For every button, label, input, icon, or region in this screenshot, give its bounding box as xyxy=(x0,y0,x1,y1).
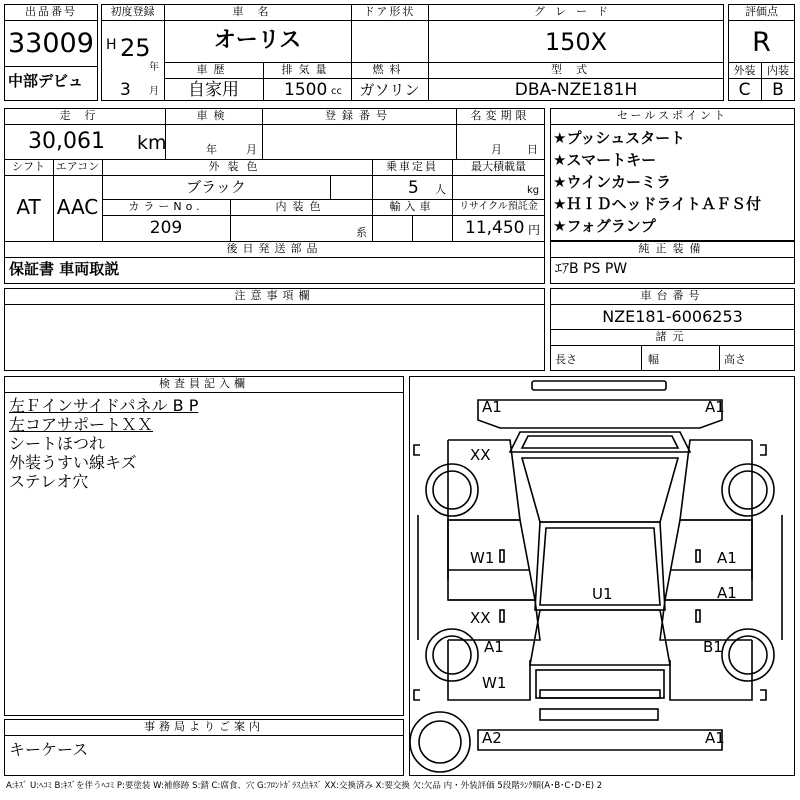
mileage-label: 走行 xyxy=(59,109,110,122)
fuel-label: 燃料 xyxy=(372,63,407,76)
capacity-label: 乗車定員 xyxy=(386,160,438,173)
lot-number: 33009 xyxy=(8,28,94,59)
color-no-label: カラーNo. xyxy=(128,200,204,213)
interior-grade: B xyxy=(772,80,784,100)
inspection-year: 年 xyxy=(206,143,217,156)
inspection-month: 月 xyxy=(246,143,257,156)
recycle-unit: 円 xyxy=(528,223,541,237)
inspector-line-4: 外装うすい線キズ xyxy=(9,453,137,472)
exterior-label: 外装 xyxy=(733,64,756,77)
ac: AAC xyxy=(56,195,99,219)
interior-label: 内装 xyxy=(767,64,789,77)
displacement-label: 排気量 xyxy=(281,63,333,76)
model: DBA-NZE181H xyxy=(514,80,638,100)
dims-label: 諸元 xyxy=(655,330,690,343)
chassis-number: NZE181-6006253 xyxy=(602,307,743,326)
mark-front-right: A1 xyxy=(705,398,725,416)
grade-label: グレード xyxy=(534,5,618,18)
inspector-line-5: ステレオ穴 xyxy=(9,472,89,491)
color-no: 209 xyxy=(149,218,183,238)
mark-sill-left: W1 xyxy=(482,674,507,692)
later-parts: 保証書 車両取説 xyxy=(9,260,120,278)
recycle-fee: 11,450 xyxy=(465,218,525,238)
capacity-unit: 人 xyxy=(435,183,446,196)
fuel: ガソリン xyxy=(359,81,420,99)
notes-label: 注意事項欄 xyxy=(234,289,315,302)
max-load-unit: kg xyxy=(527,185,540,196)
ext-color-label: 外装色 xyxy=(208,160,266,173)
sales-point-5: ★フォグランプ xyxy=(553,217,656,235)
legend: A:ｷｽﾞ U:ﾍｺﾐ B:ｷｽﾞを伴うﾍｺﾐ P:要塗装 W:補修跡 S:錆 C:腐食、穴 G:ﾌﾛﾝﾄｶﾞﾗｽ点ｷｽﾞ XX:交換済み X:要交換 欠:欠品 内・外装評価 5段階ﾗﾝｸ順(A･B･C･D･E) 2 xyxy=(6,781,603,791)
sales-point-3: ★ウインカーミラ xyxy=(553,173,671,191)
ext-color: ブラック xyxy=(186,178,246,196)
inspector-line-2: 左コアサポートＸＸ xyxy=(9,415,154,434)
first-reg-label: 初度登録 xyxy=(110,5,155,18)
sales-point-4: ★ＨＩＤヘッドライトＡＦＳ付 xyxy=(553,195,761,213)
history: 自家用 xyxy=(188,80,239,100)
int-color-unit: 系 xyxy=(356,226,367,239)
inspection-label: 車検 xyxy=(196,109,231,122)
exterior-grade: C xyxy=(738,80,751,100)
office-label: 事務局よりご案内 xyxy=(144,720,264,733)
grade: 150X xyxy=(544,28,608,56)
mark-door-front-right: A1 xyxy=(717,549,737,567)
height-label: 高さ xyxy=(724,353,746,366)
month-unit: 月 xyxy=(149,86,159,97)
sales-points-label: セールスポイント xyxy=(616,109,728,122)
mark-rear-left: A2 xyxy=(482,729,502,747)
mileage: 30,061 xyxy=(28,129,105,154)
name-change-day: 日 xyxy=(527,143,538,156)
car-name-label: 車名 xyxy=(232,5,283,18)
first-reg-month: 3 xyxy=(120,80,131,100)
recycle-label: リサイクル預託金 xyxy=(459,201,538,212)
max-load-label: 最大積載量 xyxy=(471,160,526,173)
mileage-unit: km xyxy=(137,132,167,154)
shift-label: シフト xyxy=(12,160,45,173)
door-label: ドア形状 xyxy=(363,5,416,18)
inspector-line-1: 左Ｆインサイドパネル B P xyxy=(9,396,199,415)
mark-rear-right: A1 xyxy=(705,729,725,747)
office-note: キーケース xyxy=(9,740,89,759)
first-reg-year: 25 xyxy=(120,34,151,62)
history-label: 車歴 xyxy=(196,63,231,76)
car-name: オーリス xyxy=(213,28,302,53)
inspector-label: 検査員記入欄 xyxy=(159,377,249,390)
equipment: ｴｱB PS PW xyxy=(555,261,628,277)
int-color-label: 内装色 xyxy=(275,200,327,213)
equipment-label: 純正装備 xyxy=(638,242,707,255)
name-change-label: 名変期限 xyxy=(470,109,531,122)
mark-fender-left: XX xyxy=(470,446,491,464)
model-label: 型式 xyxy=(551,63,601,76)
era: H xyxy=(106,37,117,53)
later-parts-label: 後日発送部品 xyxy=(226,242,323,255)
length-label: 長さ xyxy=(555,353,577,366)
mark-door-rear-left: XX xyxy=(470,609,491,627)
mark-roof: U1 xyxy=(592,585,613,603)
sales-point-1: ★プッシュスタート xyxy=(553,129,686,147)
mark-door-rear-right: A1 xyxy=(717,584,737,602)
ac-label: エアコン xyxy=(55,160,100,173)
displacement: 1500 xyxy=(284,80,328,100)
mark-quarter-left: A1 xyxy=(484,638,504,656)
width-label: 幅 xyxy=(648,353,659,366)
year-unit: 年 xyxy=(149,62,159,73)
inspector-line-3: シートほつれ xyxy=(9,434,106,453)
score-label: 評価点 xyxy=(745,5,778,18)
import-label: 輸入車 xyxy=(389,200,435,213)
mark-front-left: A1 xyxy=(482,398,502,416)
mark-door-front-left: W1 xyxy=(470,549,495,567)
debut-label: 中部デビュ xyxy=(8,72,84,90)
chassis-label: 車台番号 xyxy=(640,289,705,302)
capacity: 5 xyxy=(408,178,419,198)
lot-number-label: 出品番号 xyxy=(25,5,77,18)
reg-no-label: 登録番号 xyxy=(325,109,393,122)
name-change-month: 月 xyxy=(491,143,502,156)
shift: AT xyxy=(16,195,41,219)
mark-quarter-right: B1 xyxy=(703,638,723,656)
score: R xyxy=(752,27,771,58)
sales-point-2: ★スマートキー xyxy=(553,151,657,169)
displacement-unit: cc xyxy=(331,86,342,97)
